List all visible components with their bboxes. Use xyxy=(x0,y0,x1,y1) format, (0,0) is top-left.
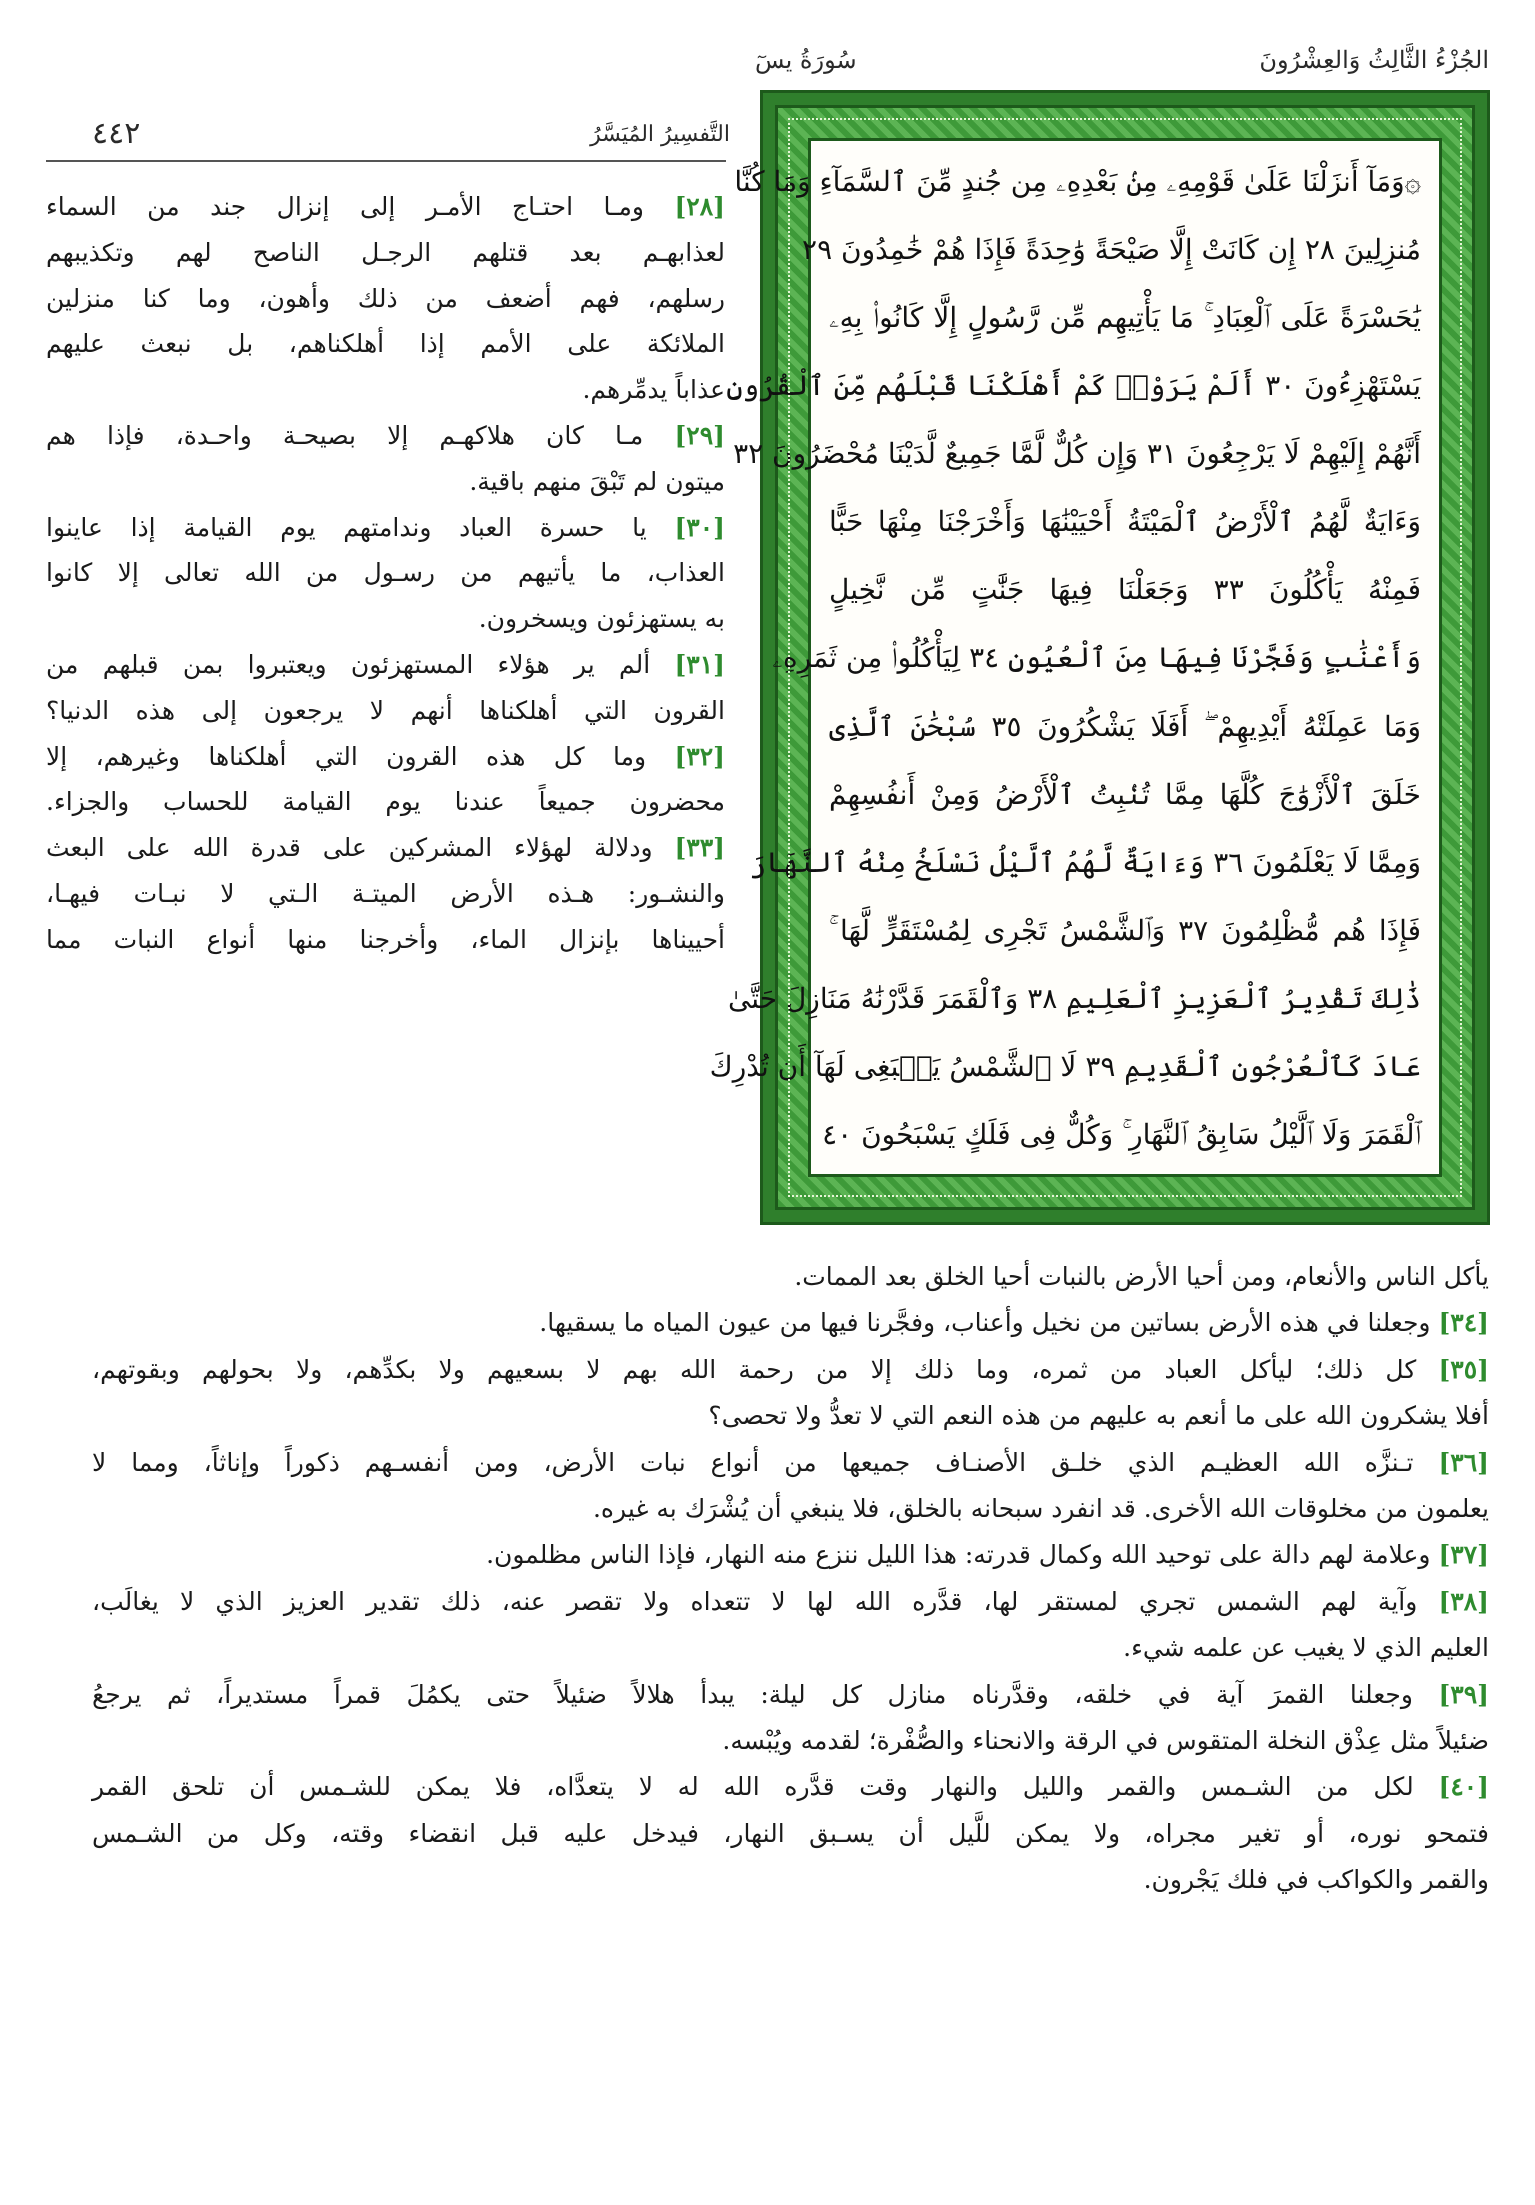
tafsir-text: ميتون لم تَبْقَ منهم باقية. xyxy=(469,466,725,496)
header-divider xyxy=(46,160,726,162)
verse-number-badge: [٣١] xyxy=(674,649,725,679)
quran-line: يَٰحَسْرَةً عَلَى ٱلْعِبَادِ ۚ مَا يَأْتِيهِم مِّن رَّسُولٍ إِلَّا كَانُوا۟ بِهِۦ xyxy=(829,301,1421,335)
tafsir-text: القرون التي أهلكناها أنهم لا يرجعون إلى هذه الدنيا؟ xyxy=(46,695,725,725)
tafsir-line xyxy=(46,550,725,596)
verse-number-badge: [٣٠] xyxy=(674,512,725,542)
ornamental-border xyxy=(709,105,1475,1210)
tafsir-line xyxy=(46,596,725,642)
verse-number-badge: [٤٠] xyxy=(1438,1772,1490,1802)
quran-line: يَسْتَهْزِءُونَ ٣٠ أَلَمْ يَرَوْا۟ كَمْ أَهْلَكْنَا قَبْلَهُم مِّنَ ٱلْقُرُونِ xyxy=(726,369,1421,403)
verse-number-badge: [٢٨] xyxy=(674,192,725,221)
tafsir-line xyxy=(92,1532,1489,1578)
tafsir-line xyxy=(92,1347,1489,1393)
tafsir-text: وجعلنا في هذه الأرض بساتين من نخيل وأعناب، وفجَّرنا فيها من عيون المياه ما يسقيها. xyxy=(539,1308,1431,1338)
tafsir-text: والقمر والكواكب في فلك يَجْرون. xyxy=(1143,1865,1489,1895)
verse-number-badge: [٣٢] xyxy=(674,741,725,771)
quran-text-area xyxy=(709,138,1442,1177)
tafsir-text: يا حسرة العباد وندامتهم يوم القيامة إذا عاينوا xyxy=(46,512,647,542)
verse-number-badge: [٣٨] xyxy=(1438,1586,1489,1616)
tafsir-text: عذاباً يدمِّرهم. xyxy=(582,375,725,405)
page-number: ٤٤٢ xyxy=(92,116,141,151)
tafsir-line xyxy=(46,688,725,734)
tafsir-line xyxy=(46,184,725,230)
quran-line: عَادَ كَٱلْعُرْجُونِ ٱلْقَدِيمِ ٣٩ لَا ٱلشَّمْسُ يَنۢبَغِى لَهَآ أَن تُدْرِكَ xyxy=(709,1049,1421,1083)
tafsir-line xyxy=(46,459,725,505)
quran-line: ذَٰلِكَ تَقْدِيرُ ٱلْعَزِيزِ ٱلْعَلِيمِ ٣٨ وَٱلْقَمَرَ قَدَّرْنَٰهُ مَنَازِلَ حَتَّىٰ xyxy=(727,981,1421,1015)
mushaf-frame xyxy=(709,90,1490,1225)
tafsir-text: يأكل الناس والأنعام، ومن أحيا الأرض بالنبات أحيا الخلق بعد الممات. xyxy=(794,1262,1489,1291)
tafsir-line xyxy=(92,1579,1489,1625)
tafsir-line xyxy=(46,413,725,459)
tafsir-text: وجعلنا القمرَ آية في خلقه، وقدَّرناه منازل كل ليلة: يبدأ هلالاً ضئيلاً حتى يكمُلَ قمراً مستديراً، ثم يرجعُ xyxy=(92,1679,1413,1709)
tafsir-text: أفلا يشكرون الله على ما أنعم به عليهم من هذه النعم التي لا تعدُّ ولا تحصى؟ xyxy=(708,1401,1489,1431)
tafsir-text: كل ذلك؛ ليأكل العباد من ثمره، وما ذلك إلا من رحمة الله بهم لا بسعيهم ولا بكدِّهم، ولا بحولهم وبقوتهم، xyxy=(92,1354,1417,1384)
tafsir-text: ودلالة لهؤلاء المشركين على قدرة الله على البعث xyxy=(46,833,653,863)
tafsir-side-column xyxy=(46,184,725,963)
tafsir-text: رسلهم، فهم أضعف من ذلك وأهون، وما كنا منزلين xyxy=(46,283,725,313)
tafsir-text: فتمحو نوره، أو تغير مجراه، ولا يمكن للَّيل أن يسـبق النهار، فيدخل عليه قبل انقضاء وقته، وكل من الشـمس xyxy=(92,1818,1489,1848)
quran-line: أَنَّهُمْ إِلَيْهِمْ لَا يَرْجِعُونَ ٣١ وَإِن كُلٌّ لَّمَّا جَمِيعٌ لَّدَيْنَا مُحْضَرُونَ ٣٢ xyxy=(733,437,1421,471)
tafsir-line xyxy=(46,734,725,780)
tafsir-text: ضئيلاً مثل عِذْق النخلة المتقوس في الرقة والانحناء والصُّفْرة؛ لقدمه ويُبْسه. xyxy=(722,1725,1489,1755)
tafsir-full-width xyxy=(92,1254,1489,1903)
tafsir-line xyxy=(92,1811,1489,1857)
surah-title: سُورَةُ يسٓ xyxy=(755,46,857,74)
tafsir-line xyxy=(46,276,725,322)
tafsir-text: لكل من الشـمس والقمر والليل والنهار وقت قدَّره الله له لا يتعدَّاه، فلا يمكن للشـمس أن تلحق القمر xyxy=(92,1772,1414,1802)
quran-line: ٱلْقَمَرَ وَلَا ٱلَّيْلُ سَابِقُ ٱلنَّهَارِ ۚ وَكُلٌّ فِى فَلَكٍ يَسْبَحُونَ ٤٠ xyxy=(822,1117,1421,1151)
verse-number-badge: [٣٦] xyxy=(1438,1447,1489,1477)
tafsir-line xyxy=(92,1857,1489,1903)
tafsir-line xyxy=(92,1300,1489,1346)
tafsir-line xyxy=(46,505,725,551)
quran-line: وَأَعْنَٰبٍ وَفَجَّرْنَا فِيهَا مِنَ ٱلْعُيُونِ ٣٤ لِيَأْكُلُوا۟ مِن ثَمَرِهِۦ xyxy=(772,641,1421,675)
tafsir-title: التَّفسِيرُ المُيَسَّرُ xyxy=(590,122,730,147)
tafsir-text: أحييناها بإنزال الماء، وأخرجنا منها أنواع النبات مما xyxy=(46,924,725,954)
tafsir-line xyxy=(92,1393,1489,1439)
tafsir-text: تـنزَّه الله العظيـم الذي خلـق الأصنـاف جميعها من أنواع نبات الأرض، ومن أنفسـهم ذكوراً وإناثاً، ومما لا xyxy=(92,1447,1414,1477)
tafsir-line xyxy=(92,1440,1489,1486)
verse-number-badge: [٣٤] xyxy=(1438,1308,1489,1338)
tafsir-line xyxy=(92,1764,1489,1810)
tafsir-text: والنشـور: هـذه الأرض الميتـة الـتي لا نبـات فيهـا، xyxy=(46,878,725,908)
tafsir-text: ومـا احتـاج الأمـر إلى إنزال جند من السماء xyxy=(46,192,644,221)
verse-number-badge: [٢٩] xyxy=(674,420,725,450)
quran-line: فَمِنْهُ يَأْكُلُونَ ٣٣ وَجَعَلْنَا فِيهَا جَنَّٰتٍ مِّن نَّخِيلٍ xyxy=(829,573,1421,607)
quran-line: فَإِذَا هُم مُّظْلِمُونَ ٣٧ وَٱلشَّمْسُ تَجْرِى لِمُسْتَقَرٍّ لَّهَا ۚ xyxy=(829,913,1422,947)
tafsir-line xyxy=(92,1486,1489,1532)
tafsir-line xyxy=(46,825,725,871)
tafsir-text: العذاب، ما يأتيهم من رسـول من الله تعالى إلا كانوا xyxy=(46,558,725,588)
tafsir-text: العليم الذي لا يغيب عن علمه شيء. xyxy=(1123,1633,1489,1663)
tafsir-line xyxy=(92,1672,1489,1718)
quran-line: وَمَا عَمِلَتْهُ أَيْدِيهِمْ ۖ أَفَلَا يَشْكُرُونَ ٣٥ سُبْحَٰنَ ٱلَّذِى xyxy=(829,709,1421,743)
verse-number-badge: [٣٩] xyxy=(1438,1679,1489,1709)
tafsir-text: محضرون جميعاً عندنا يوم القيامة للحساب والجزاء. xyxy=(46,787,725,817)
juz-title: الجُزْءُ الثَّالِثُ وَالعِشْرُونَ xyxy=(1259,46,1489,74)
tafsir-text: وما كل هذه القرون التي أهلكناها وغيرهم، إلا xyxy=(46,741,647,771)
verse-number-badge: [٣٧] xyxy=(1438,1540,1489,1570)
quran-line: خَلَقَ ٱلْأَزْوَٰجَ كُلَّهَا مِمَّا تُنۢبِتُ ٱلْأَرْضُ وَمِنْ أَنفُسِهِمْ xyxy=(829,777,1421,811)
tafsir-line xyxy=(46,367,725,413)
quran-line: وَمِمَّا لَا يَعْلَمُونَ ٣٦ وَءَايَةٌ لَّهُمُ ٱلَّيْلُ نَسْلَخُ مِنْهُ ٱلنَّهَارَ xyxy=(749,845,1421,879)
tafsir-text: مـا كان هلاكهـم إلا بصيحـة واحـدة، فإذا هم xyxy=(46,420,644,450)
tafsir-line xyxy=(46,230,725,276)
tafsir-line xyxy=(46,917,725,963)
tafsir-text: الملائكة على الأمم إذا أهلكناهم، بل نبعث عليهم xyxy=(46,329,725,359)
tafsir-line xyxy=(46,779,725,825)
tafsir-line xyxy=(92,1718,1489,1764)
tafsir-line xyxy=(46,642,725,688)
tafsir-text: لعذابهـم بعد قتلهم الرجـل الناصح لهم وتكذيبهم xyxy=(46,237,725,267)
tafsir-text: يعلمون من مخلوقات الله الأخرى. قد انفرد سبحانه بالخلق، فلا ينبغي أن يُشْرَك به غيره. xyxy=(592,1493,1489,1523)
quran-line: مُنزِلِينَ ٢٨ إِن كَانَتْ إِلَّا صَيْحَةً وَٰحِدَةً فَإِذَا هُمْ خَٰمِدُونَ ٢٩ xyxy=(802,233,1421,267)
quran-line: وَءَايَةٌ لَّهُمُ ٱلْأَرْضُ ٱلْمَيْتَةُ أَحْيَيْنَٰهَا وَأَخْرَجْنَا مِنْهَا حَبًّا xyxy=(829,505,1421,539)
tafsir-line xyxy=(46,321,725,367)
verse-number-badge: [٣٥] xyxy=(1438,1354,1489,1384)
tafsir-text: به يستهزئون ويسخرون. xyxy=(478,604,725,634)
tafsir-text: ألم ير هؤلاء المستهزئون ويعتبروا بمن قبلهم من xyxy=(46,649,651,679)
tafsir-text: وعلامة لهم دالة على توحيد الله وكمال قدرته: هذا الليل ننزع منه النهار، فإذا الناس مظلمون. xyxy=(486,1540,1431,1570)
tafsir-line xyxy=(92,1625,1489,1671)
quran-line: ۞وَمَآ أَنزَلْنَا عَلَىٰ قَوْمِهِۦ مِنۢ بَعْدِهِۦ مِن جُندٍ مِّنَ ٱلسَّمَآءِ وَمَا كُنَّا xyxy=(734,165,1421,198)
verse-number-badge: [٣٣] xyxy=(674,833,725,863)
tafsir-line xyxy=(46,871,725,917)
tafsir-line xyxy=(92,1254,1489,1300)
tafsir-text: وآية لهم الشمس تجري لمستقر لها، قدَّره الله لها لا تتعداه ولا تقصر عنه، ذلك تقدير العزيز الذي لا يغالَب، xyxy=(92,1586,1418,1616)
